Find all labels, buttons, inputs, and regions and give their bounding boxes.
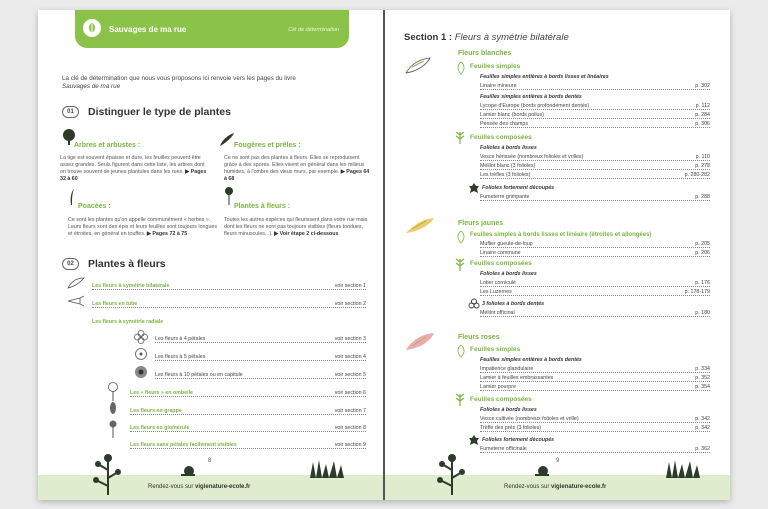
leaf-icon <box>456 344 466 358</box>
header-subtitle: Clé de détermination <box>288 27 339 33</box>
fougeres-title: Fougères et prêles : <box>234 142 301 149</box>
criteria-label: 3 folioles à bords dentés <box>482 301 545 307</box>
cut-leaf-icon <box>468 182 480 194</box>
key-row: Mélilot officinal p. 180 <box>480 310 710 316</box>
key-row: Les « fleurs » en ombelle voir section 6 <box>130 390 366 396</box>
plant-decoration-icon <box>78 450 138 495</box>
leaf-logo-icon <box>83 19 101 37</box>
key-row: Lotier corniculé p. 176 <box>480 280 710 286</box>
leaf-icon <box>456 61 466 75</box>
clover-icon <box>468 298 480 310</box>
footer-link[interactable]: vigienature-ecole.fr <box>551 484 607 490</box>
key-row: Lamier à feuilles embrassantes p. 352 <box>480 375 710 381</box>
key-row: Linaire mineure p. 302 <box>480 83 710 89</box>
poacees-text: Ce sont les plantes qu'on appelle communément « herbes ». Leurs fleurs sont des épis et leurs feuilles sont toujours longues et étroites, en général en touffes. ▶ Pages 72 à 75 <box>68 217 217 237</box>
plant-decoration-icon <box>422 450 482 495</box>
key-row: Les fleurs à symétrie radiale <box>92 319 164 325</box>
compound-leaf-icon <box>454 257 466 271</box>
step-number: 01 <box>62 106 79 118</box>
white-flower-icon <box>404 55 432 77</box>
key-row: Vesce cultivée (nombreux folioles et vrille) p. 342 <box>480 416 710 422</box>
criteria-label: Folioles à bords lisses <box>480 145 537 151</box>
subgroup-title: Feuilles composées <box>470 396 532 403</box>
cut-leaf-icon <box>468 434 480 446</box>
compound-leaf-icon <box>454 130 466 144</box>
key-row: Lamier blanc (bords poilus) p. 284 <box>480 112 710 118</box>
footer-link[interactable]: vigienature-ecole.fr <box>195 484 251 490</box>
book-spine <box>383 10 385 500</box>
intro-book-title: Sauvages de ma rue <box>62 83 121 90</box>
snail-icon <box>534 465 550 477</box>
footer-text: Rendez-vous sur vigienature-ecole.fr <box>148 484 251 490</box>
snail-icon <box>180 465 196 477</box>
key-row: Trèfle des prés (3 folioles) p. 342 <box>480 425 710 431</box>
left-page <box>38 10 384 500</box>
key-row: Les fleurs à symétrie bilatérale voir section 1 <box>92 283 366 289</box>
grass-decoration-icon <box>664 458 704 478</box>
key-row: Les fleurs à 5 pétales voir section 4 <box>155 354 366 360</box>
four-petal-icon <box>134 330 148 344</box>
step-title: Plantes à fleurs <box>88 258 166 270</box>
fougeres-text: Ce ne sont pas des plantes à fleurs. Elles se reproduisent grâce à des spores. Elles vivent en général dans les milieux humides, à l'ombre des vieux murs, par exemple. ▶ Pages 64 à 68 <box>224 155 370 182</box>
key-row: Les fleurs à 10 pétales ou en capitule voir section 5 <box>155 372 366 378</box>
group-title: Fleurs jaunes <box>458 220 504 227</box>
poacees-title: Poacées : <box>78 203 111 210</box>
key-row: Linaire commune p. 206 <box>480 250 710 256</box>
key-row: Lycope d'Europe (bords profondément dentés) p. 112 <box>480 103 710 109</box>
header-banner <box>75 10 349 48</box>
grass-decoration-icon <box>308 458 348 478</box>
book-spread <box>38 10 730 500</box>
tube-flower-icon <box>66 294 86 308</box>
key-row: Les Luzernes p. 178-179 <box>480 289 710 295</box>
yellow-flower-icon <box>404 215 436 237</box>
key-row: Les fleurs en glomérule voir section 8 <box>130 425 366 431</box>
key-row: Les fleurs en tube voir section 2 <box>92 301 366 307</box>
pfleurs-text: Toutes les autres espèces qui fleurissent dans votre rue mais dont les fleurs ne sont pas toujours visibles (fleurs tondues, fleurs minuscules...). ▶ Voir étape 2 ci-dessous <box>224 217 368 237</box>
header-title: Sauvages de ma rue <box>109 25 187 34</box>
step-title: Distinguer le type de plantes <box>88 106 231 118</box>
key-row: Fumeterre grimpante p. 288 <box>480 194 710 200</box>
subgroup-title: Feuilles simples <box>470 346 521 353</box>
pink-flower-icon <box>404 330 436 354</box>
step-number: 02 <box>62 258 79 270</box>
inflorescence-icon <box>106 382 120 440</box>
page-number: 8 <box>208 458 212 464</box>
key-row: Les fleurs à 4 pétales voir section 3 <box>155 336 366 342</box>
compound-leaf-icon <box>454 392 466 406</box>
key-row: Les fleurs en grappe voir section 7 <box>130 408 366 414</box>
key-row: Mélilot blanc (3 folioles) p. 278 <box>480 163 710 169</box>
key-row: Impatience glandulaire p. 334 <box>480 366 710 372</box>
key-row: Vesce hérissée (nombreux folioles et vrilles) p. 110 <box>480 154 710 160</box>
criteria-label: Folioles à bords lisses <box>480 407 537 413</box>
page-number: 9 <box>556 458 560 464</box>
right-page <box>384 10 730 500</box>
criteria-label: Folioles à bords lisses <box>480 271 537 277</box>
key-row: Les trèfles (3 folioles) p. 280-282 <box>480 172 710 178</box>
subgroup-title: Feuilles composées <box>470 134 532 141</box>
criteria-label: Folioles fortement découpés <box>482 437 555 443</box>
grass-icon <box>66 188 76 206</box>
criteria-label: Folioles fortement découpés <box>482 185 555 191</box>
key-row: Fumeterre officinale p. 362 <box>480 446 710 452</box>
leaf-icon <box>456 230 466 244</box>
key-row: Lamier pourpre p. 354 <box>480 384 710 390</box>
bilateral-flower-icon <box>66 276 86 290</box>
intro-text <box>62 75 296 91</box>
footer-text: Rendez-vous sur vigienature-ecole.fr <box>504 484 607 490</box>
five-petal-icon <box>134 347 148 361</box>
criteria-label: Feuilles simples entières à bords dentés <box>480 94 582 100</box>
intro-line: La clé de détermination que nous vous proposons ici renvoie vers les pages du livre <box>62 75 296 82</box>
criteria-label: Feuilles simples entières à bords dentés <box>480 357 582 363</box>
capitule-flower-icon <box>134 365 148 379</box>
arbres-title: Arbres et arbustes : <box>74 142 141 149</box>
section-title: Section 1 : Fleurs à symétrie bilatérale <box>404 32 569 43</box>
subgroup-title: Feuilles composées <box>470 260 532 267</box>
key-row: Les fleurs sans pétales facilement visibles voir section 9 <box>130 442 366 448</box>
subgroup-title: Feuilles simples à bords lisses et linéaire (étroites et allongées) <box>470 232 652 238</box>
group-title: Fleurs blanches <box>458 50 512 57</box>
subgroup-title: Feuilles simples <box>470 63 521 70</box>
arbres-text: La tige est souvent épaisse et dure, les feuilles peuvent être assez grandes. Seuls figurent dans cette liste, les arbres dont on trouve souvent de jeunes plantules dans les rues. ▶ Pages 32 à 60 <box>60 155 207 182</box>
key-row: Muflier gueule-de-loup p. 205 <box>480 241 710 247</box>
group-title: Fleurs roses <box>458 334 500 341</box>
key-row: Pensée des champs p. 306 <box>480 121 710 127</box>
pfleurs-title: Plantes à fleurs : <box>234 203 291 210</box>
criteria-label: Feuilles simples entières à bords lisses et linéaires <box>480 74 609 80</box>
